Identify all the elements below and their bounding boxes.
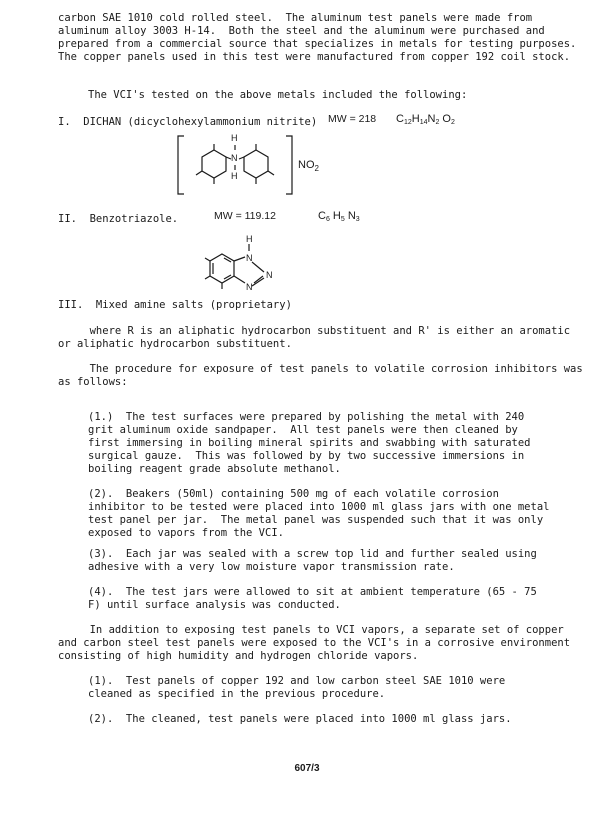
struct-h-top: H: [231, 133, 238, 143]
corrosion-step-1: (1). Test panels of copper 192 and low carbon steel SAE 1010 were cleaned as specified in the previous procedure.: [88, 675, 506, 700]
benzotriazole-structure-drawing: [200, 232, 300, 298]
page-number: 607/3: [294, 763, 320, 774]
struct-nitrite: $NO_2$: [298, 159, 319, 173]
text-line: prepared from a commercial source that specializes in metals for testing purposes.: [58, 38, 577, 50]
vci-item-ii-label: II. Benzotriazole.: [58, 213, 179, 225]
struct-h-bottom: H: [231, 171, 238, 181]
vci-item-ii-mw: MW = 119.12: [214, 210, 276, 222]
text-line: The copper panels used in this test were manufactured from copper 192 coil stock.: [58, 51, 571, 63]
procedure-step-4: (4). The test jars were allowed to sit at ambient temperature (65 - 75 F) until surface analysis was conducted.: [88, 586, 537, 611]
text-line: aluminum alloy 3003 H-14. Both the steel and the aluminum were purchased and: [58, 25, 545, 37]
struct-n1: N: [246, 253, 253, 263]
procedure-step-2: (2). Beakers (50ml) containing 500 mg of each volatile corrosion inhibitor to be tested were placed into 1000 ml glass jars with one metal test panel per jar. The metal panel was suspended such that it was only exposed to vapors from the VCI.: [88, 488, 550, 539]
struct-n2: N: [266, 270, 273, 280]
struct-n3: N: [246, 282, 253, 292]
dichan-structure: [174, 130, 354, 200]
struct-h: H: [246, 234, 253, 244]
vci-intro: The VCI's tested on the above metals included the following:: [88, 89, 468, 101]
procedure-intro: The procedure for exposure of test panels to volatile corrosion inhibitors was as follows:: [58, 363, 583, 388]
struct-n: N: [231, 153, 238, 163]
intro-paragraph: [58, 12, 576, 64]
vci-item-i-mw: MW = 218: [328, 113, 377, 125]
procedure-step-3: (3). Each jar was sealed with a screw top lid and further sealed using adhesive with a very low moisture vapor transmission rate.: [88, 548, 537, 573]
addition-paragraph: In addition to exposing test panels to VCI vapors, a separate set of copper and carbon steel test panels were exposed to the VCI's in a corrosive environment consisting of high humidity and hydrogen chloride vapors.: [58, 624, 571, 662]
dichan-structure-drawing: [174, 130, 354, 200]
text-line: carbon SAE 1010 cold rolled steel. The aluminum test panels were made from: [58, 12, 533, 24]
benzotriazole-structure: [200, 232, 300, 298]
vci-item-i-formula: $C_{12}H_{14}N_2$ $O_2$: [396, 113, 455, 126]
vci-item-iii-label: III. Mixed amine salts (proprietary): [58, 299, 292, 311]
corrosion-step-2: (2). The cleaned, test panels were placed into 1000 ml glass jars.: [88, 713, 512, 725]
procedure-step-1: (1.) The test surfaces were prepared by polishing the metal with 240 grit aluminum oxide sandpaper. All test panels were then cleaned by first immersing in boiling mineral spirits and swabbing with saturated surgical gauze. This was followed by by two successive immersions in boiling reagent grade absolute methanol.: [88, 411, 531, 475]
vci-item-i-label: I. DICHAN (dicyclohexylammonium nitrite): [58, 116, 318, 128]
where-paragraph: where R is an aliphatic hydrocarbon substituent and R' is either an aromatic or aliphatic hydrocarbon substituent.: [58, 325, 571, 350]
vci-item-ii-formula: $C_6$ $H_5$ $N_3$: [318, 210, 360, 223]
